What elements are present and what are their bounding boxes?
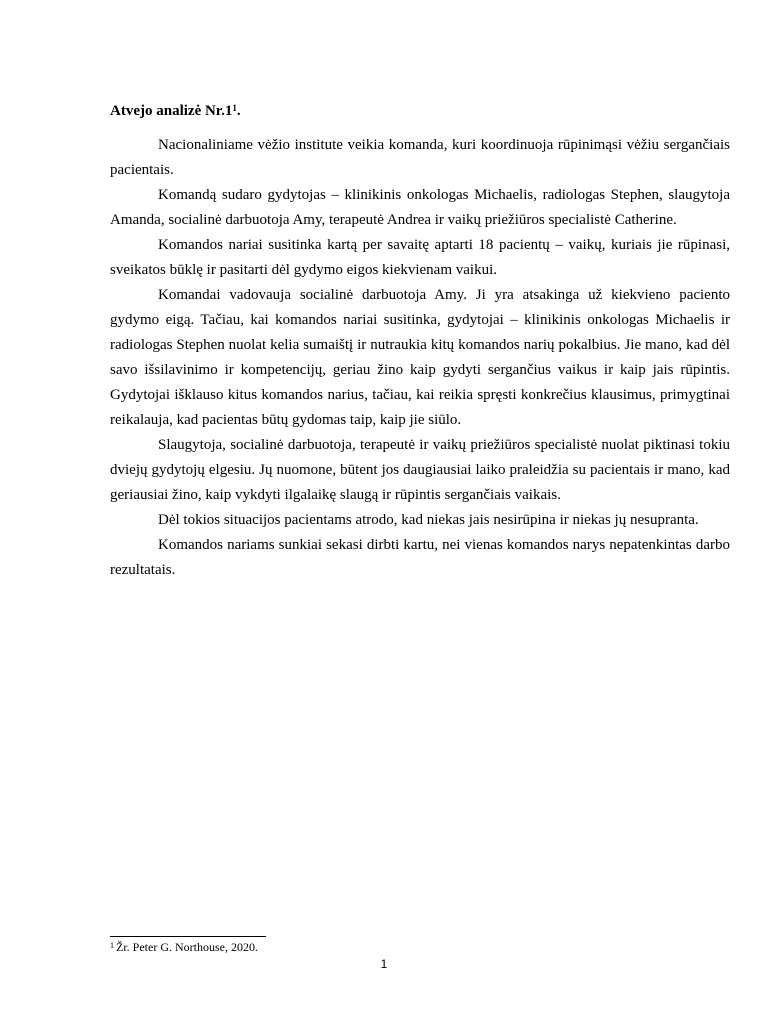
footnote-text: Žr. Peter G. Northouse, 2020. [116,940,258,954]
paragraph-4: Komandai vadovauja socialinė darbuotoja Amy. Ji yra atsakinga už kiekvieno paciento gydymo eigą. Tačiau, kai komandos nariai susitinka, gydytojai – klinikinis onkologas Michaelis ir radiologas Stephen nuolat kelia sumaištį ir nutraukia kitų komandos narių pokalbius. Jie mano, kad dėl savo išsilavinimo ir kompetencijų, geriau žino kaip gydyti sergančius vaikus ir kaip jais rūpintis. Gydytojai išklauso kitus komandos narius, tačiau, kai reikia spręsti konkrečius klausimus, primygtinai reikalauja, kad pacientas būtų gydomas taip, kaip jie siūlo. [110,287,730,428]
paragraph-7: Komandos nariams sunkiai sekasi dirbti kartu, nei vienas komandos narys nepatenkintas darbo rezultatais. [110,537,730,578]
page-content [110,101,730,583]
case-study-heading [110,101,730,121]
footnote-marker: 1 [110,941,114,950]
page-number: 1 [380,957,388,971]
footnote-separator [110,936,266,937]
heading-footnote-ref[interactable]: 1 [232,103,237,113]
heading-title: Atvejo analizė Nr.1 [110,103,233,119]
heading-suffix: . [236,103,241,119]
paragraph-6: Dėl tokios situacijos pacientams atrodo, kad niekas jais nesirūpina ir niekas jų nesupranta. [158,512,699,528]
paragraph-2: Komandą sudaro gydytojas – klinikinis onkologas Michaelis, radiologas Stephen, slaugytoja Amanda, socialinė darbuotoja Amy, terapeutė Andrea ir vaikų priežiūros specialistė Catherine. [110,187,730,228]
footnote [110,940,258,954]
paragraph-5: Slaugytoja, socialinė darbuotoja, terapeutė ir vaikų priežiūros specialistė nuolat piktinasi tokiu dviejų gydytojų elgesiu. Jų nuomone, būtent jos daugiausiai laiko praleidžia su pacientais ir mano, kad geriausiai žino, kaip vykdyti ilgalaikę slaugą ir rūpintis sergančiais vaikais. [110,437,730,503]
paragraph-1: Nacionaliniame vėžio institute veikia komanda, kuri koordinuoja rūpinimąsi vėžiu sergančiais pacientais. [110,137,730,178]
paragraph-3: Komandos nariai susitinka kartą per savaitę aptarti 18 pacientų – vaikų, kuriais jie rūpinasi, sveikatos būklę ir pasitarti dėl gydymo eigos kiekvienam vaikui. [110,237,730,278]
